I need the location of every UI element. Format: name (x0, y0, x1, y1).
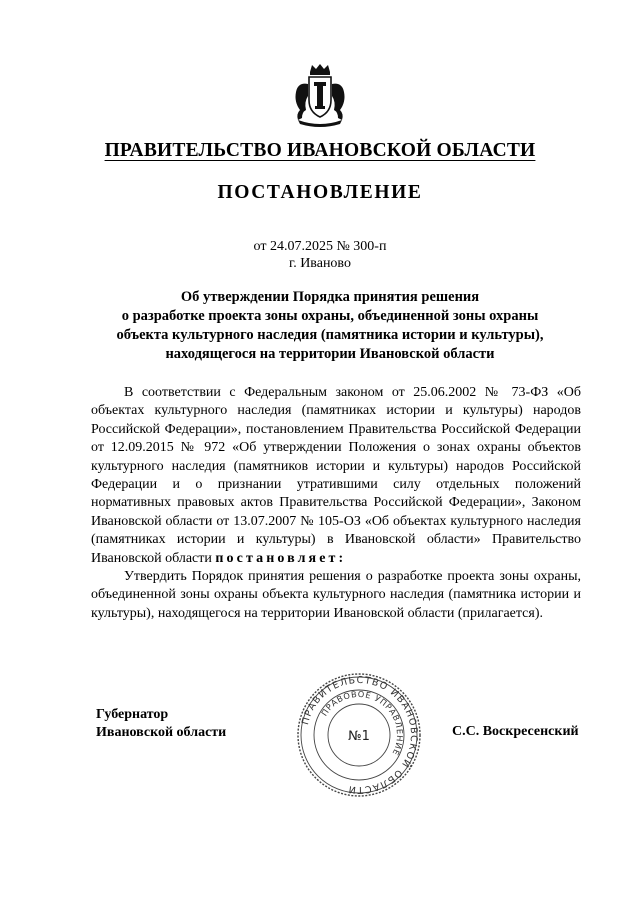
date-block (0, 238, 640, 272)
signer-name: С.С. Воскресенский (452, 724, 579, 739)
title-line: Об утверждении Порядка принятия решения (180, 289, 480, 305)
document-body (91, 384, 581, 623)
official-seal-icon (296, 672, 422, 798)
preamble-paragraph (91, 384, 581, 568)
document-type: ПОСТАНОВЛЕНИЕ (217, 182, 423, 203)
svg-text:ПРАВОВОЕ УПРАВЛЕНИЕ (319, 689, 405, 758)
organization-name: ПРАВИТЕЛЬСТВО ИВАНОВСКОЙ ОБЛАСТИ (104, 140, 536, 161)
seal-inner-text: ПРАВОВОЕ УПРАВЛЕНИЕ (318, 688, 406, 758)
signer-position-line: Губернатор (96, 707, 169, 722)
date-number: от 24.07.2025 № 300-п (253, 239, 387, 254)
signer-position (96, 706, 226, 742)
city: г. Иваново (289, 256, 351, 271)
seal-number: №1 (348, 729, 370, 744)
title-line: объекта культурного наследия (памятника истории и культуры), (116, 327, 544, 343)
signer-position-line: Ивановской области (96, 725, 227, 740)
decree-word: постановляет: (215, 550, 347, 566)
resolution-paragraph: Утвердить Порядок принятия решения о разработке проекта зоны охраны, объединенной зоны охраны объекта культурного наследия (памятника истории и культуры), находящегося на территории Ивановской области (прилагается). (91, 569, 581, 621)
title-line: находящегося на территории Ивановской области (165, 346, 495, 362)
title-line: о разработке проекта зоны охраны, объединенной зоны охраны (121, 308, 539, 324)
document-title (90, 288, 570, 364)
ivanovo-coat-of-arms-icon (288, 62, 352, 128)
seal-outer-text: ПРАВИТЕЛЬСТВО ИВАНОВСКОЙ ОБЛАСТИ (300, 674, 420, 796)
preamble-text: В соответствии с Федеральным законом от 25.06.2002 № 73-ФЗ «Об объектах культурного наследия (памятниках истории и культуры) народов Российской Федерации», постановлением Правительства Российской Федерации от 12.09.2015 № 972 «Об утверждении Положения о зонах охраны объектов культурного наследия (памятников истории и культуры) народов Российской Федерации и о признании утратившими силу отдельных положений нормативных правовых актов Правительства Российской Федерации», Законом Ивановской области от 13.07.2007 № 105-ОЗ «Об объектах культурного наследия (памятниках истории и культуры) в Ивановской области» Правительство Ивановской области (91, 385, 581, 566)
